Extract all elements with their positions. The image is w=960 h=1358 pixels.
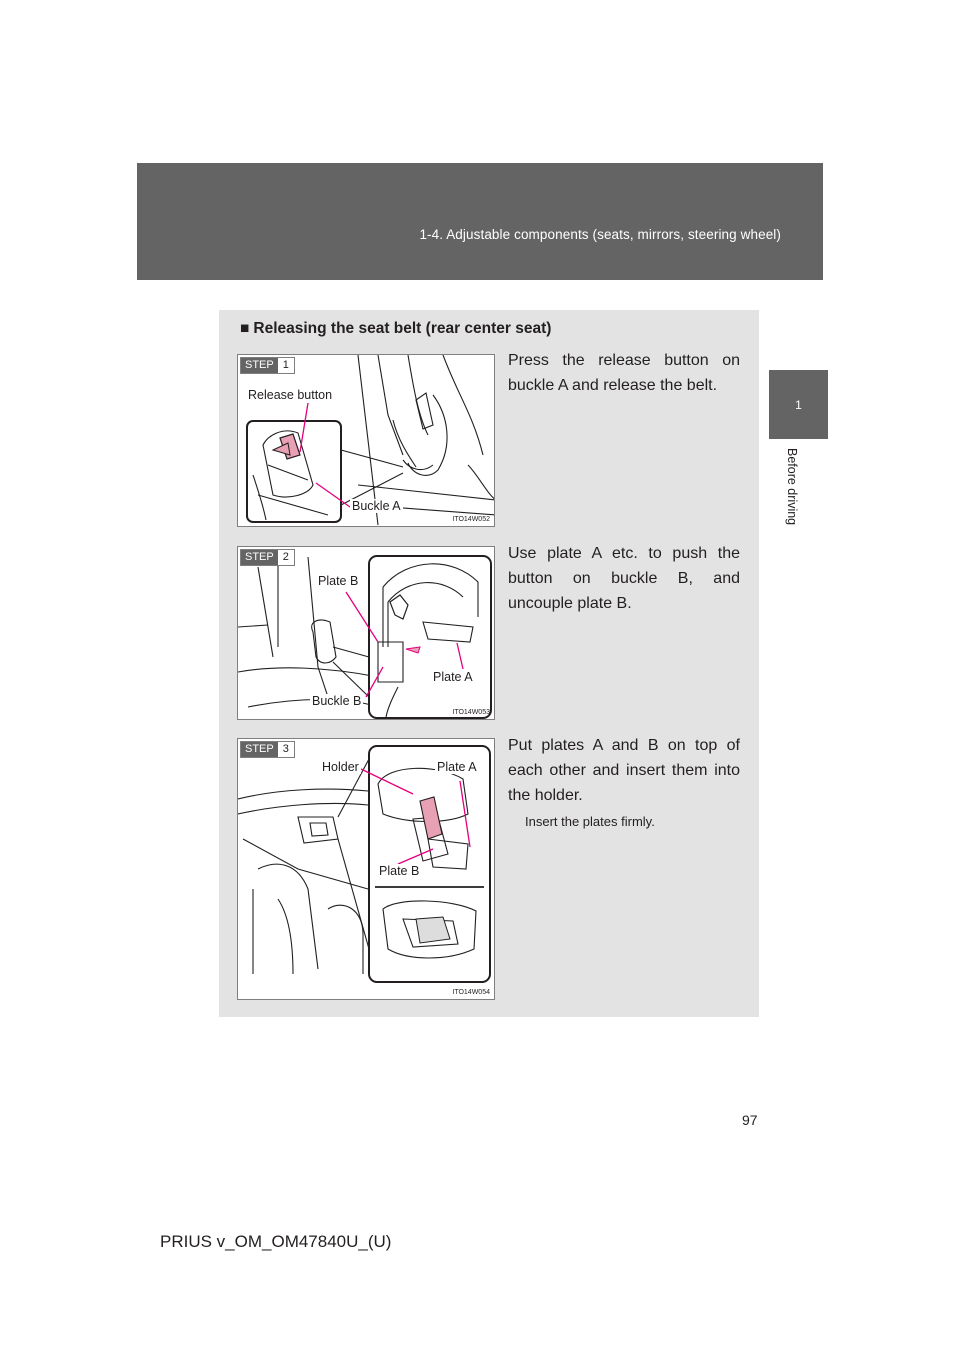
step3-text: Put plates A and B on top of each other and insert them into the holder. [508, 737, 740, 804]
step3-figure-code: ITO14W054 [452, 989, 490, 996]
step-badge-word: STEP [241, 358, 278, 373]
chapter-tab [769, 370, 828, 439]
page-number: 97 [742, 1112, 758, 1128]
step-badge-number: 2 [278, 550, 294, 565]
callout-buckle-b: Buckle B [312, 694, 362, 708]
step2-figure-code: ITO14W053 [452, 709, 490, 716]
callout-plate-b: Plate B [379, 864, 420, 878]
chapter-label: Before driving [785, 448, 799, 526]
callout-plate-b: Plate B [318, 574, 359, 588]
step3-badge [240, 741, 295, 758]
step1-figure-code: ITO14W052 [452, 516, 490, 523]
callout-buckle-a: Buckle A [352, 499, 401, 513]
chapter-number: 1 [795, 398, 802, 412]
step1-text: Press the release button on buckle A and release the belt. [508, 352, 740, 394]
step2-badge [240, 549, 295, 566]
step-badge-word: STEP [241, 742, 278, 757]
panel-heading [240, 320, 551, 338]
step3-figure [237, 738, 495, 1000]
callout-release-button: Release button [248, 388, 333, 402]
step-badge-number: 1 [278, 358, 294, 373]
callout-holder: Holder [322, 760, 359, 774]
callout-plate-a: Plate A [433, 670, 473, 684]
step2-figure [237, 546, 495, 720]
step2-illustration [238, 547, 495, 720]
section-title: 1-4. Adjustable components (seats, mirrors, steering wheel) [419, 227, 781, 242]
document-code: PRIUS v_OM_OM47840U_(U) [160, 1232, 392, 1251]
callout-plate-a: Plate A [437, 760, 477, 774]
step-badge-number: 3 [278, 742, 294, 757]
heading-text: Releasing the seat belt (rear center seat) [253, 320, 552, 337]
step1-badge [240, 357, 295, 374]
step3-illustration [238, 739, 495, 1000]
heading-square-icon: ■ [240, 320, 250, 337]
step1-figure [237, 354, 495, 527]
step3-note: Insert the plates firmly. [525, 814, 655, 829]
step2-text: Use plate A etc. to push the button on buckle B, and uncouple plate B. [508, 545, 740, 612]
header-band [137, 163, 823, 280]
step-badge-word: STEP [241, 550, 278, 565]
